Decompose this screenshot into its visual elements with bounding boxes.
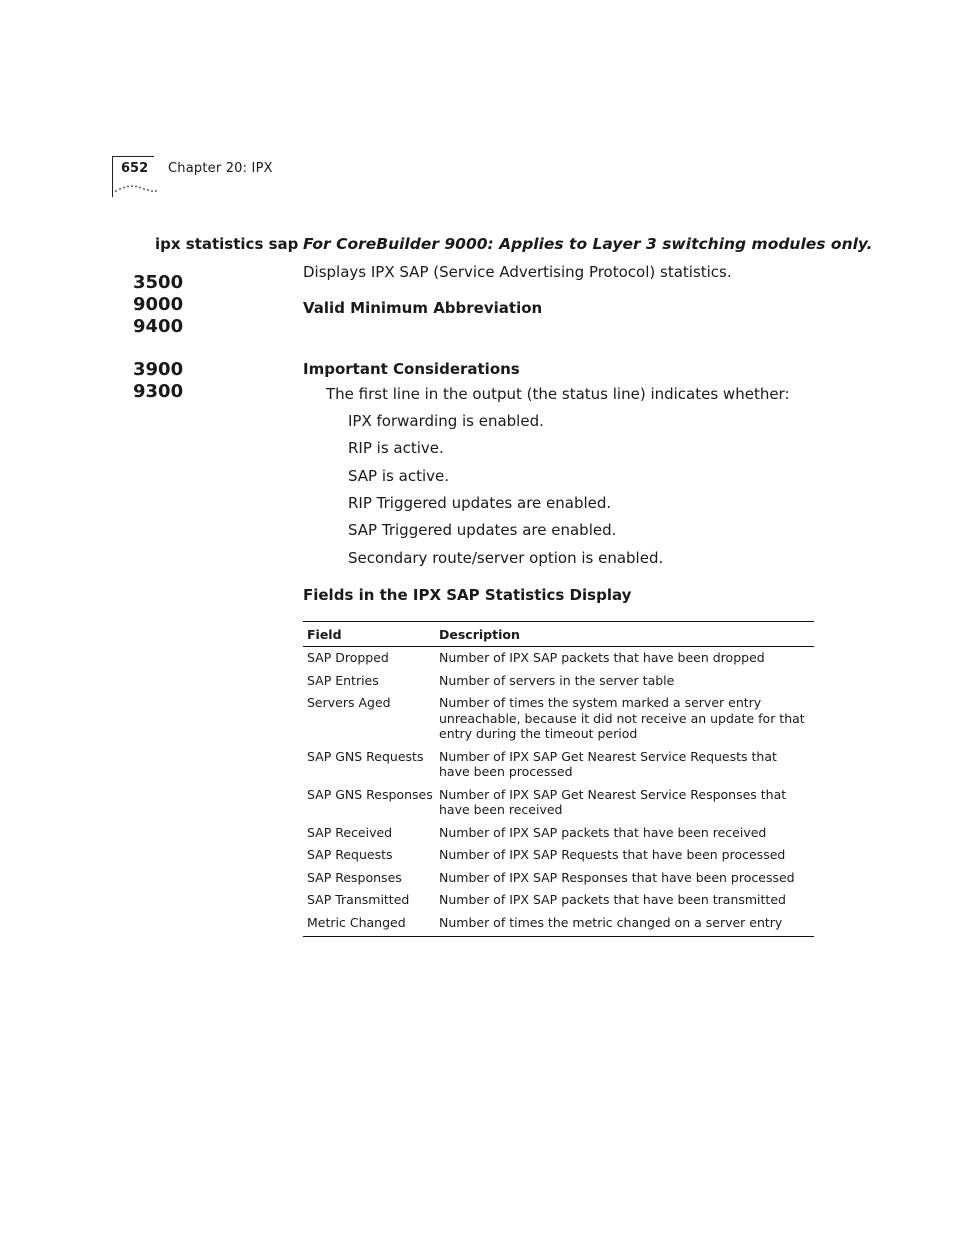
platform-list-group1 [133, 272, 183, 338]
applies-note: For CoreBuilder 9000: Applies to Layer 3 switching modules only. [303, 235, 873, 253]
table-row [303, 822, 814, 845]
field-description-cell: Number of IPX SAP Get Nearest Service Responses that have been received [439, 786, 787, 817]
table-row [303, 670, 814, 693]
field-name-cell: SAP Transmitted [307, 892, 410, 907]
field-description-cell: Number of IPX SAP packets that have been transmitted [439, 892, 786, 907]
table-row [303, 867, 814, 890]
field-description-cell: Number of IPX SAP Requests that have been processed [439, 847, 786, 862]
table-row [303, 746, 814, 784]
field-description-cell: Number of IPX SAP Responses that have been processed [439, 869, 795, 885]
field-description-cell: Number of IPX SAP packets that have been dropped [439, 650, 765, 665]
table-header-row [303, 622, 814, 647]
field-name-cell: SAP GNS Responses [307, 786, 433, 802]
field-name-cell: SAP Dropped [307, 650, 389, 665]
valid-abbreviation-heading: Valid Minimum Abbreviation [303, 299, 543, 317]
platform-label: 3900 [133, 359, 184, 380]
table-row [303, 912, 814, 937]
field-name-cell: SAP Entries [307, 672, 379, 688]
status-item: RIP Triggered updates are enabled. [348, 494, 612, 512]
field-name-cell: Metric Changed [307, 914, 406, 930]
field-description-cell: Number of times the system marked a server entry unreachable, because it did not receive an update for that entry during the timeout period [439, 695, 805, 741]
command-name: ipx statistics sap [155, 235, 299, 253]
table-row [303, 647, 814, 670]
platform-label: 9000 [133, 294, 184, 315]
fields-table [303, 621, 814, 937]
table-row [303, 692, 814, 746]
header-rule-vertical [112, 156, 113, 197]
field-name-cell: Servers Aged [307, 695, 391, 710]
chapter-title: Chapter 20: IPX [168, 161, 273, 176]
important-considerations-heading: Important Considerations [303, 360, 520, 378]
platform-list-group2 [133, 359, 183, 403]
status-line-intro: The first line in the output (the status line) indicates whether: [326, 385, 790, 403]
platform-label: 3500 [133, 272, 184, 293]
field-name-cell: SAP Responses [307, 869, 402, 885]
header-rule-horizontal [112, 156, 154, 157]
table-row [303, 844, 814, 867]
field-name-cell: SAP GNS Requests [307, 748, 424, 764]
fields-table-heading: Fields in the IPX SAP Statistics Display [303, 586, 632, 604]
field-description-cell: Number of times the metric changed on a server entry [439, 914, 783, 930]
status-item: IPX forwarding is enabled. [348, 412, 544, 430]
status-item: Secondary route/server option is enabled. [348, 549, 664, 567]
status-item: SAP is active. [348, 467, 449, 485]
header-dots-ornament [114, 183, 158, 193]
field-description-cell: Number of IPX SAP Get Nearest Service Requests that have been processed [439, 748, 777, 779]
status-item: RIP is active. [348, 439, 444, 457]
field-name-cell: SAP Requests [307, 847, 393, 862]
column-header-description: Description [439, 627, 520, 642]
field-description-cell: Number of servers in the server table [439, 672, 675, 688]
page-number: 652 [121, 161, 149, 176]
field-description-cell: Number of IPX SAP packets that have been received [439, 824, 767, 840]
status-item: SAP Triggered updates are enabled. [348, 521, 617, 539]
table-row [303, 784, 814, 822]
field-name-cell: SAP Received [307, 824, 393, 840]
table-row [303, 889, 814, 912]
platform-label: 9300 [133, 381, 184, 402]
column-header-field: Field [307, 627, 342, 642]
command-description: Displays IPX SAP (Service Advertising Protocol) statistics. [303, 263, 732, 281]
platform-label: 9400 [133, 316, 184, 337]
